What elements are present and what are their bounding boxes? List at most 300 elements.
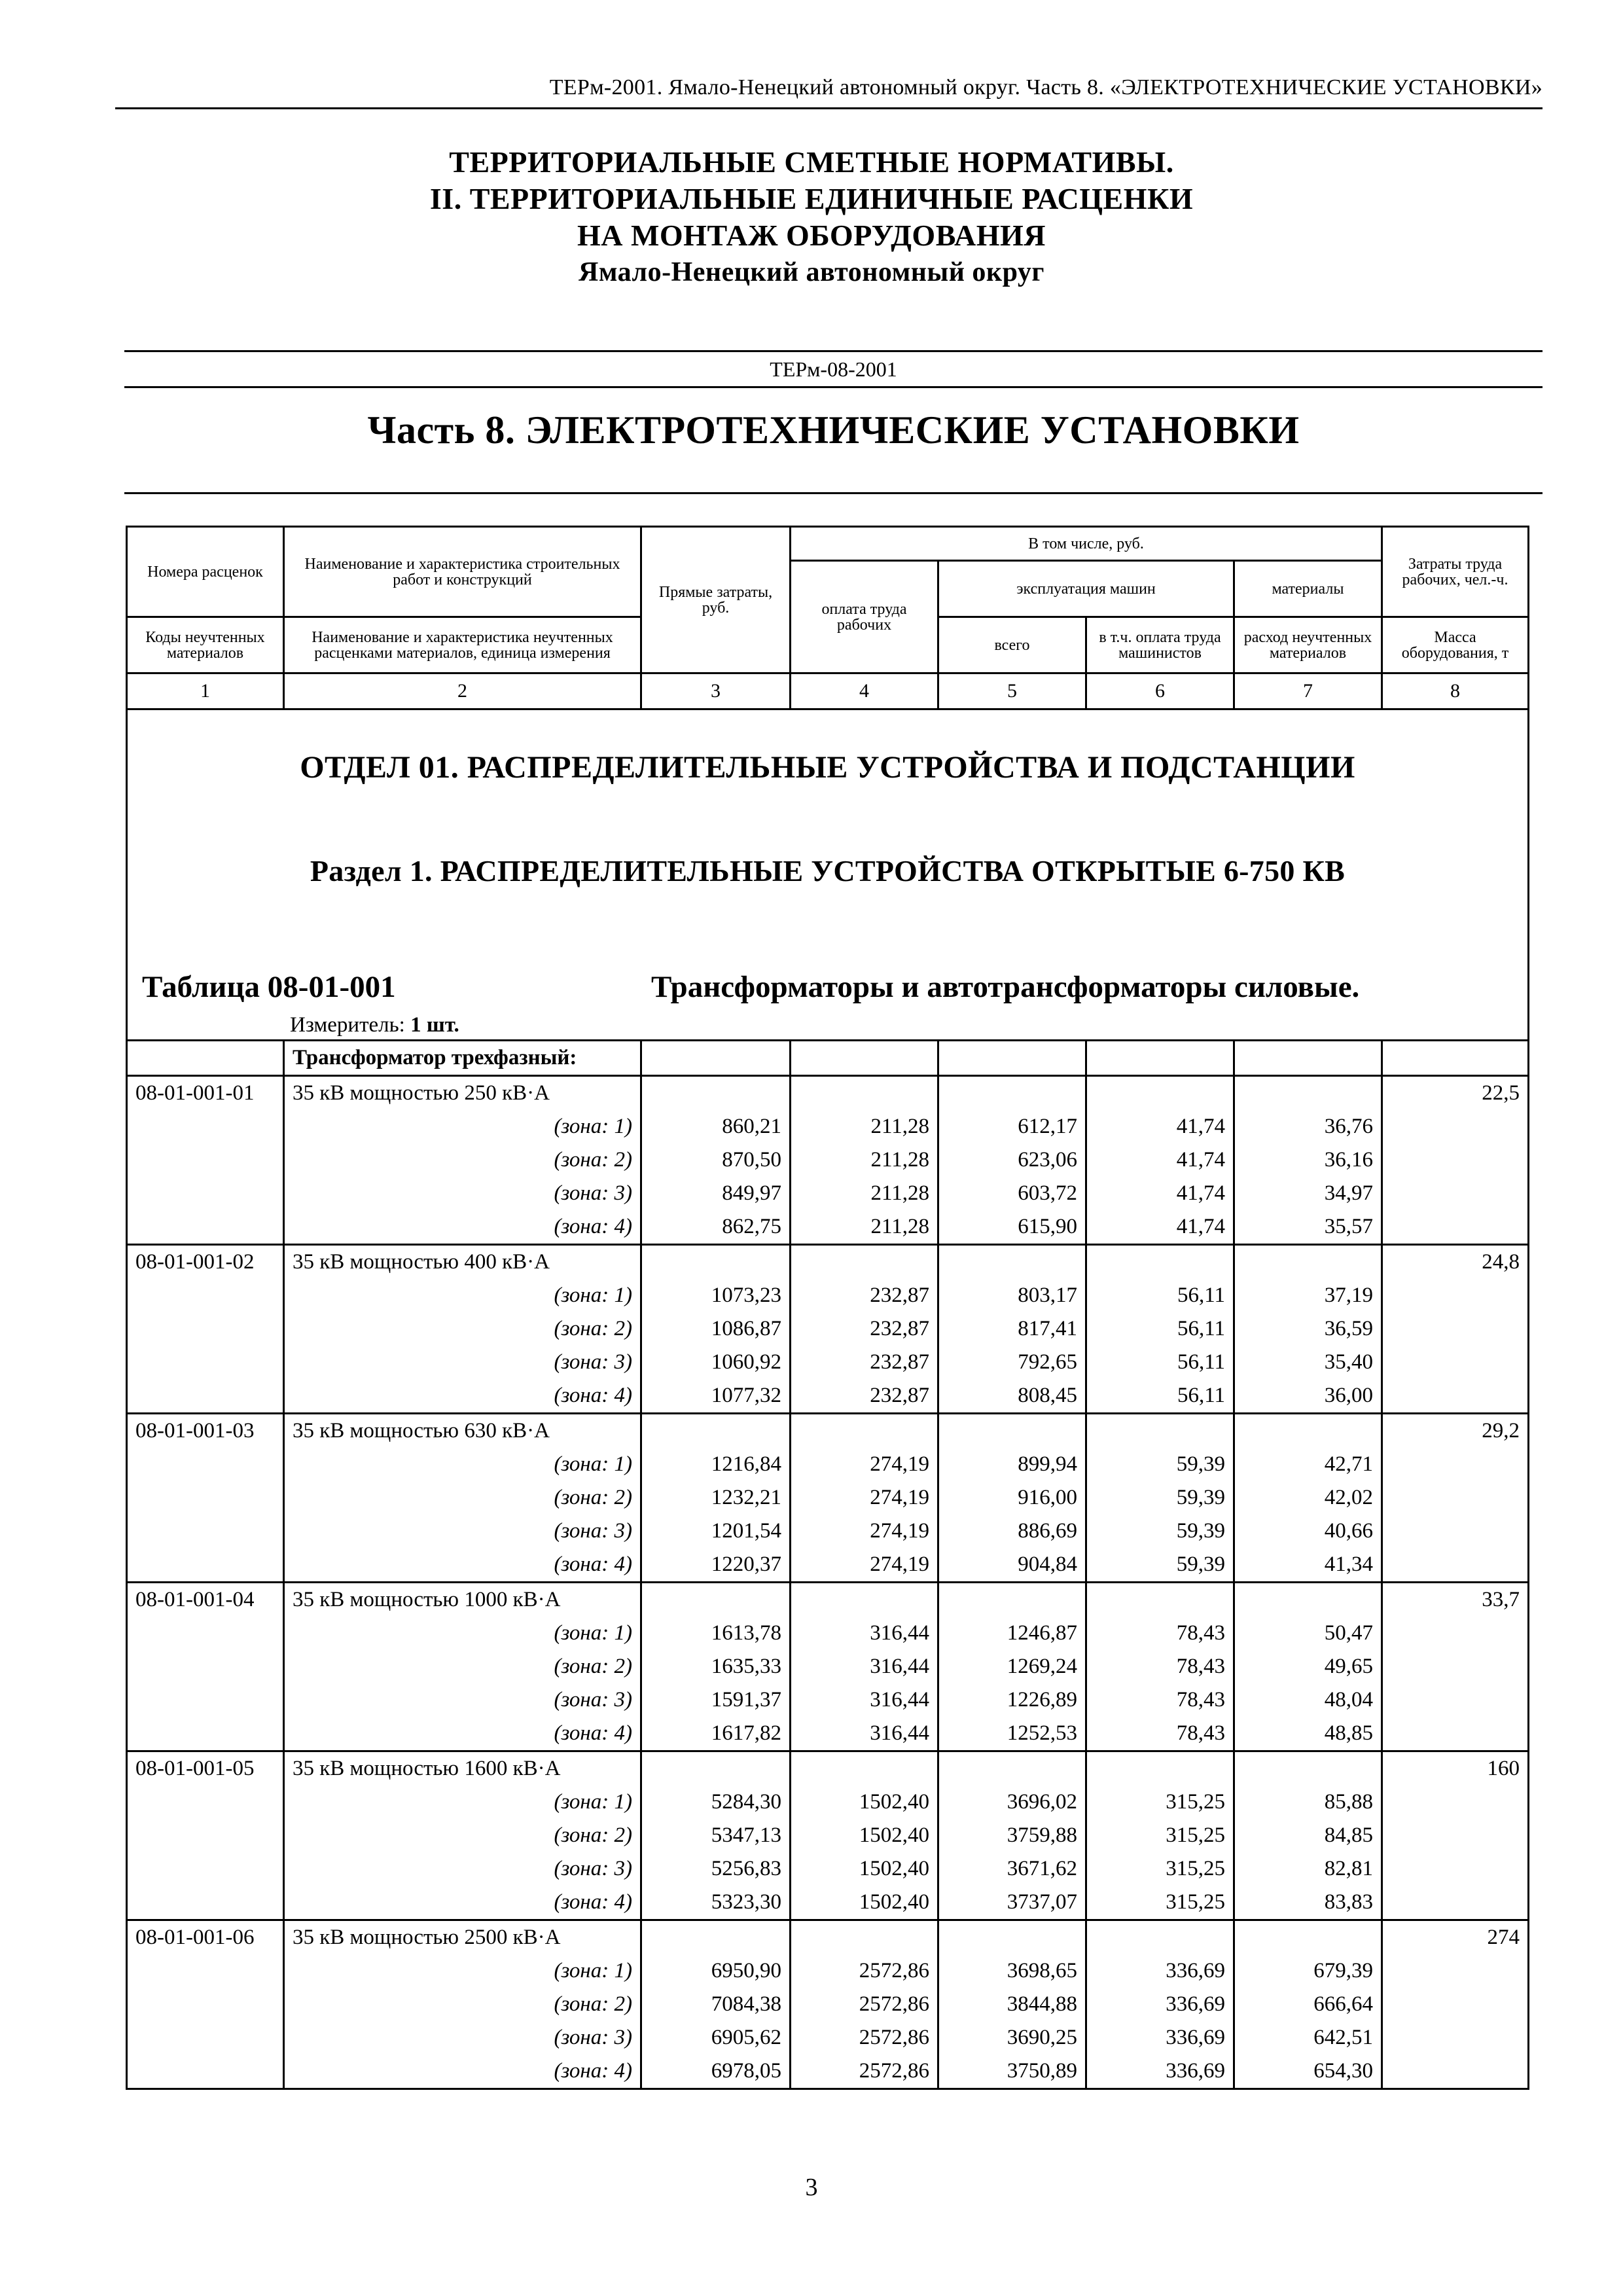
zone-row <box>127 1312 1529 1346</box>
machines-total: 3698,65 <box>938 1954 1086 1988</box>
zone-row <box>127 1515 1529 1548</box>
empty-cell <box>1086 1414 1234 1448</box>
zone-label: (зона: 3) <box>284 1346 641 1379</box>
machines-total: 1269,24 <box>938 1650 1086 1683</box>
labor-pay: 232,87 <box>791 1312 938 1346</box>
empty-cell <box>791 1076 938 1111</box>
labor-pay: 316,44 <box>791 1617 938 1650</box>
rate-name: 35 кВ мощностью 1600 кВ·А <box>284 1751 641 1786</box>
labor-cost: 22,5 <box>1382 1076 1529 1111</box>
unit-value: 1 шт. <box>410 1013 459 1037</box>
machines-total: 1226,89 <box>938 1683 1086 1717</box>
rate-name: 35 кВ мощностью 400 кВ·А <box>284 1245 641 1280</box>
col-num: 8 <box>1382 673 1529 709</box>
materials: 42,02 <box>1234 1481 1382 1515</box>
materials: 42,71 <box>1234 1448 1382 1481</box>
header-material-name: Наименование и характеристика неучтенных расценками материалов, единица измерения <box>284 617 641 673</box>
empty-cell <box>938 1583 1086 1617</box>
machines-total: 3690,25 <box>938 2021 1086 2054</box>
machinist-pay: 41,74 <box>1086 1177 1234 1210</box>
machines-total: 1252,53 <box>938 1717 1086 1751</box>
table-row <box>127 1920 1529 1955</box>
materials: 34,97 <box>1234 1177 1382 1210</box>
document-title <box>0 144 1623 291</box>
empty-cell <box>127 1177 284 1210</box>
machines-total: 3671,62 <box>938 1852 1086 1886</box>
labor-pay: 274,19 <box>791 1448 938 1481</box>
materials: 41,34 <box>1234 1548 1382 1583</box>
machinist-pay: 336,69 <box>1086 2054 1234 2089</box>
zone-label: (зона: 2) <box>284 1650 641 1683</box>
machines-total: 904,84 <box>938 1548 1086 1583</box>
machinist-pay: 59,39 <box>1086 1515 1234 1548</box>
machinist-pay: 315,25 <box>1086 1852 1234 1886</box>
direct-costs: 870,50 <box>641 1143 791 1177</box>
labor-cost: 29,2 <box>1382 1414 1529 1448</box>
empty-cell <box>127 1650 284 1683</box>
materials: 666,64 <box>1234 1988 1382 2021</box>
zone-row <box>127 1548 1529 1583</box>
machines-total: 3844,88 <box>938 1988 1086 2021</box>
empty-cell <box>127 1785 284 1819</box>
direct-costs: 1232,21 <box>641 1481 791 1515</box>
empty-cell <box>1382 1312 1529 1346</box>
empty-cell <box>1382 2054 1529 2089</box>
labor-pay: 274,19 <box>791 1481 938 1515</box>
empty-cell <box>127 1548 284 1583</box>
zone-label: (зона: 2) <box>284 1143 641 1177</box>
empty-cell <box>127 1617 284 1650</box>
rate-name: 35 кВ мощностью 630 кВ·А <box>284 1414 641 1448</box>
table-row <box>127 1751 1529 1786</box>
empty-cell <box>127 1279 284 1312</box>
labor-pay: 211,28 <box>791 1210 938 1245</box>
direct-costs: 1220,37 <box>641 1548 791 1583</box>
header-labor-pay: оплата труда рабочих <box>791 561 938 673</box>
part-title: Часть 8. ЭЛЕКТРОТЕХНИЧЕСКИЕ УСТАНОВКИ <box>124 401 1543 494</box>
empty-cell <box>127 1819 284 1852</box>
zone-label: (зона: 3) <box>284 1683 641 1717</box>
empty-cell <box>127 1346 284 1379</box>
zone-row <box>127 1886 1529 1920</box>
machinist-pay: 78,43 <box>1086 1617 1234 1650</box>
direct-costs: 1617,82 <box>641 1717 791 1751</box>
empty-cell <box>127 1683 284 1717</box>
col-num: 1 <box>127 673 284 709</box>
materials: 642,51 <box>1234 2021 1382 2054</box>
zone-label: (зона: 2) <box>284 1988 641 2021</box>
empty-cell <box>1382 1548 1529 1583</box>
zone-label: (зона: 1) <box>284 1785 641 1819</box>
header-machines: эксплуатация машин <box>938 561 1234 617</box>
zone-row <box>127 1210 1529 1245</box>
direct-costs: 1086,87 <box>641 1312 791 1346</box>
machinist-pay: 59,39 <box>1086 1481 1234 1515</box>
zone-label: (зона: 4) <box>284 2054 641 2089</box>
empty-cell <box>127 1988 284 2021</box>
empty-cell <box>127 1379 284 1414</box>
empty-cell <box>938 1076 1086 1111</box>
materials: 84,85 <box>1234 1819 1382 1852</box>
materials: 83,83 <box>1234 1886 1382 1920</box>
machinist-pay: 336,69 <box>1086 2021 1234 2054</box>
rate-code: 08-01-001-01 <box>127 1076 284 1111</box>
direct-costs: 849,97 <box>641 1177 791 1210</box>
materials: 37,19 <box>1234 1279 1382 1312</box>
materials: 85,88 <box>1234 1785 1382 1819</box>
machines-total: 803,17 <box>938 1279 1086 1312</box>
header-direct-costs: Прямые затраты, руб. <box>641 527 791 673</box>
direct-costs: 5323,30 <box>641 1886 791 1920</box>
empty-cell <box>1234 1076 1382 1111</box>
materials: 48,04 <box>1234 1683 1382 1717</box>
rate-name: 35 кВ мощностью 2500 кВ·А <box>284 1920 641 1955</box>
machinist-pay: 41,74 <box>1086 1143 1234 1177</box>
zone-row <box>127 1279 1529 1312</box>
materials: 35,40 <box>1234 1346 1382 1379</box>
machinist-pay: 336,69 <box>1086 1954 1234 1988</box>
zone-row <box>127 1617 1529 1650</box>
labor-pay: 274,19 <box>791 1548 938 1583</box>
machinist-pay: 41,74 <box>1086 1110 1234 1143</box>
zone-label: (зона: 1) <box>284 1279 641 1312</box>
materials: 679,39 <box>1234 1954 1382 1988</box>
materials: 36,16 <box>1234 1143 1382 1177</box>
direct-costs: 6978,05 <box>641 2054 791 2089</box>
header-equipment-mass: Масса оборудования, т <box>1382 617 1529 673</box>
labor-pay: 2572,86 <box>791 2021 938 2054</box>
machinist-pay: 56,11 <box>1086 1279 1234 1312</box>
labor-pay: 211,28 <box>791 1110 938 1143</box>
running-head: ТЕРм-2001. Ямало-Ненецкий автономный округ. Часть 8. «ЭЛЕКТРОТЕХНИЧЕСКИЕ УСТАНОВКИ» <box>115 68 1543 109</box>
zone-label: (зона: 1) <box>284 1617 641 1650</box>
empty-cell <box>791 1920 938 1955</box>
zone-row <box>127 1346 1529 1379</box>
labor-pay: 232,87 <box>791 1379 938 1414</box>
machines-total: 817,41 <box>938 1312 1086 1346</box>
empty-cell <box>1382 1515 1529 1548</box>
table-row <box>127 1245 1529 1280</box>
empty-cell <box>1382 1346 1529 1379</box>
rate-code: 08-01-001-02 <box>127 1245 284 1280</box>
header-material-codes: Коды неучтенных материалов <box>127 617 284 673</box>
empty-cell <box>1382 1819 1529 1852</box>
zone-label: (зона: 1) <box>284 1110 641 1143</box>
table-row <box>127 1414 1529 1448</box>
machinist-pay: 56,11 <box>1086 1346 1234 1379</box>
direct-costs: 5256,83 <box>641 1852 791 1886</box>
machinist-pay: 336,69 <box>1086 1988 1234 2021</box>
empty-cell <box>1234 1751 1382 1786</box>
direct-costs: 1216,84 <box>641 1448 791 1481</box>
empty-cell <box>791 1414 938 1448</box>
empty-cell <box>1382 1954 1529 1988</box>
labor-cost: 24,8 <box>1382 1245 1529 1280</box>
unit-label: Измеритель: <box>290 1013 405 1037</box>
empty-cell <box>1382 1785 1529 1819</box>
machines-total: 916,00 <box>938 1481 1086 1515</box>
machinist-pay: 59,39 <box>1086 1448 1234 1481</box>
zone-label: (зона: 4) <box>284 1717 641 1751</box>
title-line-4: Ямало-Ненецкий автономный округ <box>578 257 1044 287</box>
unit-of-measure <box>290 1009 459 1042</box>
direct-costs: 1201,54 <box>641 1515 791 1548</box>
table-label: Таблица 08-01-001 <box>142 970 396 1004</box>
empty-cell <box>1234 1920 1382 1955</box>
rate-code: 08-01-001-03 <box>127 1414 284 1448</box>
direct-costs: 1613,78 <box>641 1617 791 1650</box>
empty-cell <box>1382 1617 1529 1650</box>
empty-cell <box>1382 1988 1529 2021</box>
labor-pay: 232,87 <box>791 1279 938 1312</box>
section-title: Раздел 1. РАСПРЕДЕЛИТЕЛЬНЫЕ УСТРОЙСТВА ОТКРЫТЫЕ 6-750 КВ <box>310 854 1346 888</box>
empty-cell <box>641 1414 791 1448</box>
zone-label: (зона: 1) <box>284 1954 641 1988</box>
header-machinist-pay: в т.ч. оплата труда машинистов <box>1086 617 1234 673</box>
direct-costs: 5284,30 <box>641 1785 791 1819</box>
direct-costs: 7084,38 <box>641 1988 791 2021</box>
header-machines-total: всего <box>938 617 1086 673</box>
materials: 82,81 <box>1234 1852 1382 1886</box>
section-header <box>127 709 1529 1041</box>
title-line-3: НА МОНТАЖ ОБОРУДОВАНИЯ <box>577 219 1046 252</box>
materials: 49,65 <box>1234 1650 1382 1683</box>
rate-code: 08-01-001-04 <box>127 1583 284 1617</box>
zone-row <box>127 1819 1529 1852</box>
machinist-pay: 78,43 <box>1086 1683 1234 1717</box>
department-title: ОТДЕЛ 01. РАСПРЕДЕЛИТЕЛЬНЫЕ УСТРОЙСТВА И ПОДСТАНЦИИ <box>300 750 1355 785</box>
labor-pay: 1502,40 <box>791 1785 938 1819</box>
col-num: 6 <box>1086 673 1234 709</box>
title-line-2: II. ТЕРРИТОРИАЛЬНЫЕ ЕДИНИЧНЫЕ РАСЦЕНКИ <box>429 182 1194 215</box>
empty-cell <box>641 1583 791 1617</box>
direct-costs: 1591,37 <box>641 1683 791 1717</box>
direct-costs: 1060,92 <box>641 1346 791 1379</box>
machines-total: 603,72 <box>938 1177 1086 1210</box>
empty-cell <box>1234 1583 1382 1617</box>
table-row <box>127 1583 1529 1617</box>
empty-cell <box>938 1920 1086 1955</box>
machines-total: 886,69 <box>938 1515 1086 1548</box>
labor-pay: 1502,40 <box>791 1852 938 1886</box>
rates-table <box>126 526 1529 2090</box>
machinist-pay: 78,43 <box>1086 1717 1234 1751</box>
labor-pay: 2572,86 <box>791 1988 938 2021</box>
empty-cell <box>791 1245 938 1280</box>
machinist-pay: 41,74 <box>1086 1210 1234 1245</box>
empty-cell <box>938 1414 1086 1448</box>
empty-cell <box>1382 1279 1529 1312</box>
labor-pay: 2572,86 <box>791 1954 938 1988</box>
labor-pay: 232,87 <box>791 1346 938 1379</box>
labor-cost: 160 <box>1382 1751 1529 1786</box>
group-title: Трансформатор трехфазный: <box>284 1041 641 1076</box>
machinist-pay: 315,25 <box>1086 1785 1234 1819</box>
empty-cell <box>1382 1143 1529 1177</box>
header-rate-numbers: Номера расценок <box>127 527 284 617</box>
machinist-pay: 315,25 <box>1086 1886 1234 1920</box>
col-num: 4 <box>791 673 938 709</box>
rate-code: 08-01-001-06 <box>127 1920 284 1955</box>
zone-label: (зона: 3) <box>284 1515 641 1548</box>
labor-pay: 316,44 <box>791 1717 938 1751</box>
labor-pay: 211,28 <box>791 1177 938 1210</box>
empty-cell <box>1382 1852 1529 1886</box>
zone-label: (зона: 2) <box>284 1312 641 1346</box>
zone-label: (зона: 4) <box>284 1886 641 1920</box>
empty-cell <box>127 2054 284 2089</box>
machines-total: 808,45 <box>938 1379 1086 1414</box>
zone-row <box>127 1448 1529 1481</box>
zone-row <box>127 1954 1529 1988</box>
direct-costs: 1073,23 <box>641 1279 791 1312</box>
empty-cell <box>1382 1210 1529 1245</box>
title-line-1: ТЕРРИТОРИАЛЬНЫЕ СМЕТНЫЕ НОРМАТИВЫ. <box>449 145 1174 179</box>
direct-costs: 6950,90 <box>641 1954 791 1988</box>
empty-cell <box>1382 1110 1529 1143</box>
empty-cell <box>127 1312 284 1346</box>
table-row <box>127 1076 1529 1111</box>
machinist-pay: 56,11 <box>1086 1312 1234 1346</box>
empty-cell <box>127 1210 284 1245</box>
header-work-name: Наименование и характеристика строительных работ и конструкций <box>284 527 641 617</box>
direct-costs: 6905,62 <box>641 2021 791 2054</box>
header-unaccounted-materials: расход неучтенных материалов <box>1234 617 1382 673</box>
materials: 48,85 <box>1234 1717 1382 1751</box>
materials: 40,66 <box>1234 1515 1382 1548</box>
empty-cell <box>127 1717 284 1751</box>
machinist-pay: 78,43 <box>1086 1650 1234 1683</box>
zone-label: (зона: 2) <box>284 1481 641 1515</box>
empty-cell <box>1382 1448 1529 1481</box>
labor-pay: 316,44 <box>791 1650 938 1683</box>
labor-pay: 211,28 <box>791 1143 938 1177</box>
zone-row <box>127 2021 1529 2054</box>
direct-costs: 1077,32 <box>641 1379 791 1414</box>
labor-pay: 1502,40 <box>791 1819 938 1852</box>
labor-pay: 274,19 <box>791 1515 938 1548</box>
empty-cell <box>1382 1717 1529 1751</box>
empty-cell <box>1382 1481 1529 1515</box>
zone-row <box>127 1379 1529 1414</box>
empty-cell <box>127 2021 284 2054</box>
zone-row <box>127 2054 1529 2089</box>
empty-cell <box>1234 1414 1382 1448</box>
machines-total: 623,06 <box>938 1143 1086 1177</box>
empty-cell <box>1382 1683 1529 1717</box>
machines-total: 1246,87 <box>938 1617 1086 1650</box>
machines-total: 3696,02 <box>938 1785 1086 1819</box>
empty-cell <box>127 1886 284 1920</box>
machines-total: 3750,89 <box>938 2054 1086 2089</box>
rate-code: 08-01-001-05 <box>127 1751 284 1786</box>
labor-cost: 33,7 <box>1382 1583 1529 1617</box>
empty-cell <box>791 1751 938 1786</box>
machines-total: 615,90 <box>938 1210 1086 1245</box>
col-num: 5 <box>938 673 1086 709</box>
zone-row <box>127 1785 1529 1819</box>
empty-cell <box>1382 2021 1529 2054</box>
zone-label: (зона: 3) <box>284 1177 641 1210</box>
materials: 36,76 <box>1234 1110 1382 1143</box>
labor-pay: 316,44 <box>791 1683 938 1717</box>
empty-cell <box>1382 1177 1529 1210</box>
machines-total: 612,17 <box>938 1110 1086 1143</box>
zone-row <box>127 1717 1529 1751</box>
empty-cell <box>938 1245 1086 1280</box>
machinist-pay: 59,39 <box>1086 1548 1234 1583</box>
empty-cell <box>127 1110 284 1143</box>
empty-cell <box>791 1583 938 1617</box>
zone-row <box>127 1110 1529 1143</box>
empty-cell <box>127 1143 284 1177</box>
materials: 35,57 <box>1234 1210 1382 1245</box>
zone-label: (зона: 2) <box>284 1819 641 1852</box>
empty-cell <box>127 1481 284 1515</box>
zone-row <box>127 1177 1529 1210</box>
direct-costs: 5347,13 <box>641 1819 791 1852</box>
empty-cell <box>641 1920 791 1955</box>
empty-cell <box>1234 1245 1382 1280</box>
labor-cost: 274 <box>1382 1920 1529 1955</box>
direct-costs: 862,75 <box>641 1210 791 1245</box>
col-num: 2 <box>284 673 641 709</box>
table-title: Трансформаторы и автотрансформаторы силовые. <box>651 970 1360 1004</box>
empty-cell <box>1086 1245 1234 1280</box>
col-num: 3 <box>641 673 791 709</box>
empty-cell <box>127 1852 284 1886</box>
labor-pay: 2572,86 <box>791 2054 938 2089</box>
zone-label: (зона: 3) <box>284 2021 641 2054</box>
empty-cell <box>1382 1379 1529 1414</box>
empty-cell <box>127 1954 284 1988</box>
empty-cell <box>641 1076 791 1111</box>
machines-total: 899,94 <box>938 1448 1086 1481</box>
empty-cell <box>127 1448 284 1481</box>
materials: 36,00 <box>1234 1379 1382 1414</box>
empty-cell <box>1086 1583 1234 1617</box>
machines-total: 3759,88 <box>938 1819 1086 1852</box>
zone-row <box>127 1650 1529 1683</box>
header-materials: материалы <box>1234 561 1382 617</box>
zone-row <box>127 1143 1529 1177</box>
zone-label: (зона: 3) <box>284 1852 641 1886</box>
col-num: 7 <box>1234 673 1382 709</box>
empty-cell <box>127 1515 284 1548</box>
direct-costs: 1635,33 <box>641 1650 791 1683</box>
zone-row <box>127 1481 1529 1515</box>
zone-label: (зона: 1) <box>284 1448 641 1481</box>
materials: 654,30 <box>1234 2054 1382 2089</box>
empty-cell <box>1086 1751 1234 1786</box>
empty-cell <box>641 1751 791 1786</box>
zone-label: (зона: 4) <box>284 1548 641 1583</box>
empty-cell <box>1086 1920 1234 1955</box>
page-number: 3 <box>805 2174 818 2201</box>
zone-row <box>127 1988 1529 2021</box>
header-including: В том числе, руб. <box>791 527 1382 561</box>
direct-costs: 860,21 <box>641 1110 791 1143</box>
materials: 36,59 <box>1234 1312 1382 1346</box>
labor-pay: 1502,40 <box>791 1886 938 1920</box>
machinist-pay: 56,11 <box>1086 1379 1234 1414</box>
zone-row <box>127 1683 1529 1717</box>
zone-label: (зона: 4) <box>284 1379 641 1414</box>
rate-name: 35 кВ мощностью 1000 кВ·А <box>284 1583 641 1617</box>
materials: 50,47 <box>1234 1617 1382 1650</box>
document-code: ТЕРм-08-2001 <box>124 350 1543 388</box>
machinist-pay: 315,25 <box>1086 1819 1234 1852</box>
